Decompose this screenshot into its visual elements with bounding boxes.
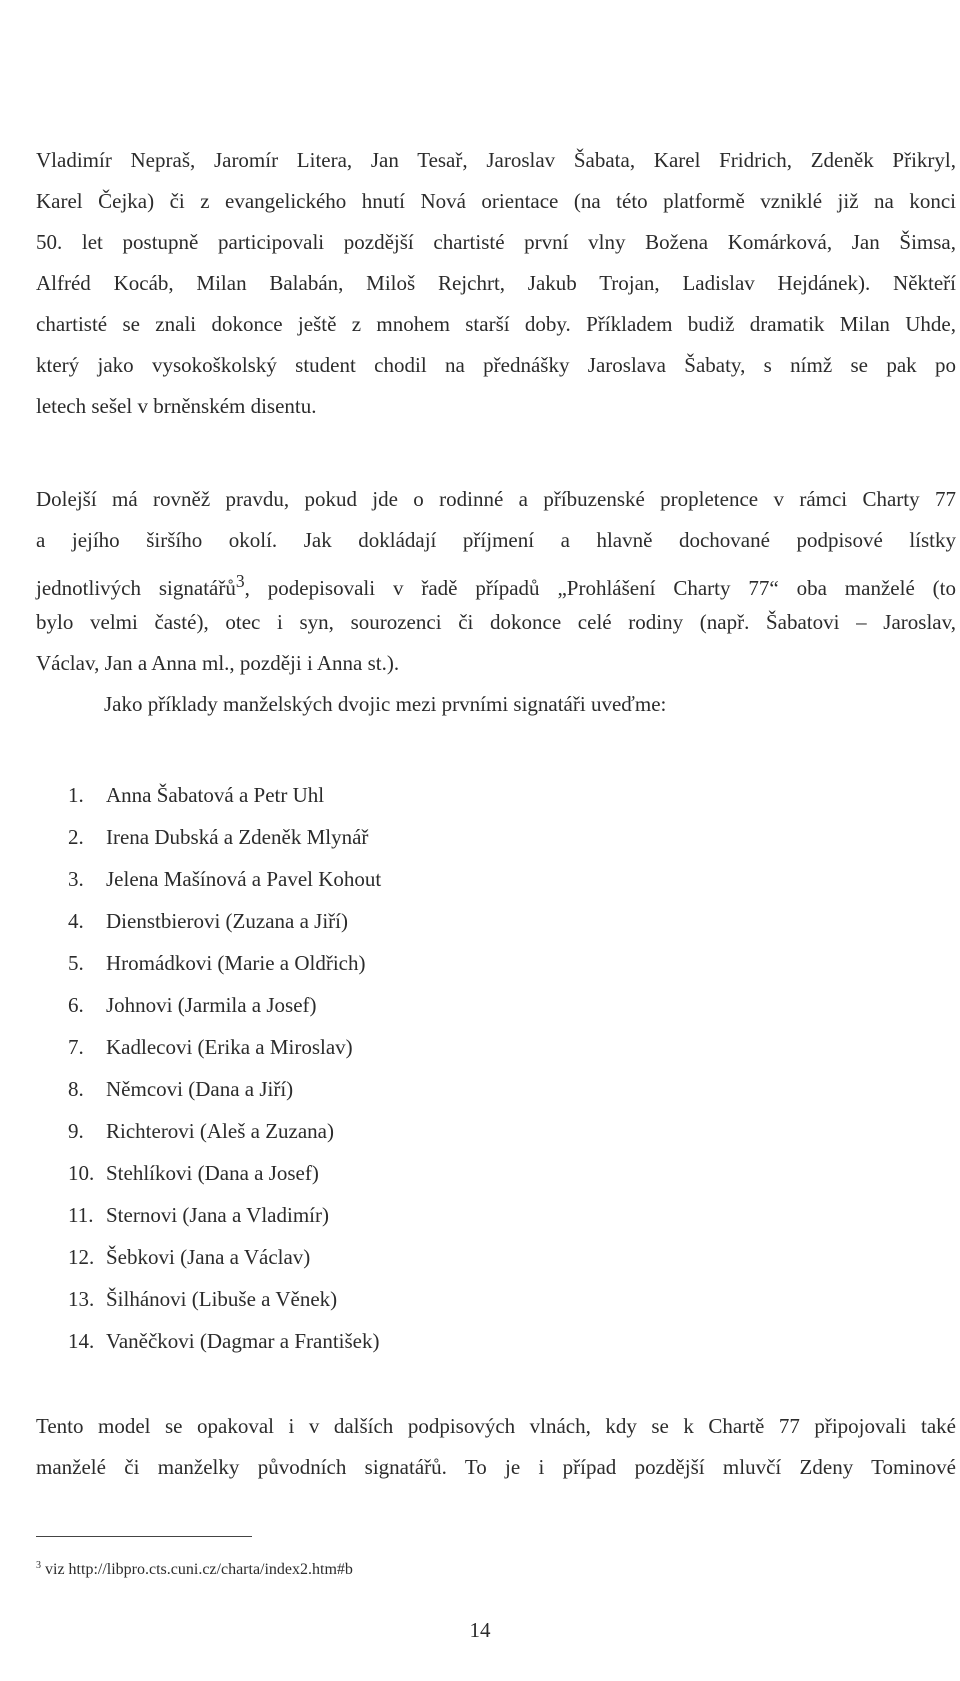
footnote-marker: 3 <box>36 1560 41 1571</box>
couples-list <box>68 774 381 1362</box>
paragraph-signatories-origins <box>36 140 956 427</box>
list-number: 11. <box>68 1203 94 1227</box>
list-text: Šilhánovi (Libuše a Věnek) <box>106 1287 338 1311</box>
text-line: Vladimír Nepraš, Jaromír Litera, Jan Tesař, Jaroslav Šabata, Karel Fridrich, Zdeněk Přikryl, <box>36 148 956 172</box>
list-text: Stehlíkovi (Dana a Josef) <box>106 1161 319 1185</box>
footnote <box>36 1556 353 1580</box>
text-line: Karel Čejka) či z evangelického hnutí Nová orientace (na této platformě vzniklé již na konci <box>36 189 956 213</box>
page-number: 14 <box>469 1618 491 1642</box>
list-text: Anna Šabatová a Petr Uhl <box>106 783 325 807</box>
list-item <box>68 774 381 816</box>
text-line: a jejího širšího okolí. Jak dokládají příjmení a hlavně dochované podpisové lístky <box>36 528 956 552</box>
list-text: Jelena Mašínová a Pavel Kohout <box>106 867 382 891</box>
text-line: manželé či manželky původních signatářů. To je i případ pozdější mluvčí Zdeny Tominové <box>36 1455 956 1479</box>
list-number: 2. <box>68 825 84 849</box>
list-item <box>68 1278 381 1320</box>
list-number: 14. <box>68 1329 95 1353</box>
list-item <box>68 1236 381 1278</box>
list-text: Richterovi (Aleš a Zuzana) <box>106 1119 334 1143</box>
list-number: 4. <box>68 909 84 933</box>
paragraph-family-ties <box>36 479 956 725</box>
text-line: který jako vysokoškolský student chodil na přednášky Jaroslava Šabaty, s nímž se pak po <box>36 353 956 377</box>
list-text: Vaněčkovi (Dagmar a František) <box>106 1329 380 1353</box>
list-item <box>68 1320 381 1362</box>
list-text: Sternovi (Jana a Vladimír) <box>106 1203 329 1227</box>
paragraph-later-waves <box>36 1406 956 1488</box>
list-item <box>68 816 381 858</box>
footnote-text[interactable]: viz http://libpro.cts.cuni.cz/charta/index2.htm#b <box>45 1561 353 1578</box>
list-item <box>68 858 381 900</box>
list-item <box>68 1026 381 1068</box>
text-line <box>36 561 956 602</box>
text-line: bylo velmi časté), otec i syn, sourozenci či dokonce celé rodiny (např. Šabatovi – Jaroslav, <box>36 610 956 634</box>
list-text: Němcovi (Dana a Jiří) <box>106 1077 294 1101</box>
list-number: 6. <box>68 993 84 1017</box>
text-fragment: , podepisovali v řadě případů „Prohlášení Charty 77“ oba manželé (to <box>244 576 956 600</box>
list-text: Hromádkovi (Marie a Oldřich) <box>106 951 366 975</box>
list-item <box>68 1194 381 1236</box>
text-line: Václav, Jan a Anna ml., později i Anna st.). <box>36 651 400 675</box>
list-item <box>68 1110 381 1152</box>
text-line: 50. let postupně participovali pozdější chartisté první vlny Božena Komárková, Jan Šimsa, <box>36 230 956 254</box>
footnote-reference[interactable]: 3 <box>235 571 245 591</box>
list-number: 12. <box>68 1245 95 1269</box>
text-line: Alfréd Kocáb, Milan Balabán, Miloš Rejchrt, Jakub Trojan, Ladislav Hejdánek). Někteří <box>36 271 956 295</box>
list-item <box>68 942 381 984</box>
text-fragment: jednotlivých signatářů <box>36 576 236 600</box>
list-number: 7. <box>68 1035 84 1059</box>
text-line: Tento model se opakoval i v dalších podpisových vlnách, kdy se k Chartě 77 připojovali také <box>36 1414 956 1438</box>
list-item <box>68 984 381 1026</box>
footnote-divider <box>36 1536 252 1537</box>
list-text: Kadlecovi (Erika a Miroslav) <box>106 1035 353 1059</box>
list-item <box>68 1068 381 1110</box>
text-line: Dolejší má rovněž pravdu, pokud jde o rodinné a příbuzenské propletence v rámci Charty 77 <box>36 487 956 511</box>
text-line: Jako příklady manželských dvojic mezi prvními signatáři uveďme: <box>104 692 667 716</box>
list-number: 1. <box>68 783 84 807</box>
list-number: 5. <box>68 951 84 975</box>
list-text: Dienstbierovi (Zuzana a Jiří) <box>106 909 348 933</box>
list-item <box>68 1152 381 1194</box>
list-number: 10. <box>68 1161 95 1185</box>
text-line: letech sešel v brněnském disentu. <box>36 394 317 418</box>
text-line: chartisté se znali dokonce ještě z mnohem starší doby. Příkladem budiž dramatik Milan Uhde, <box>36 312 956 336</box>
list-number: 9. <box>68 1119 84 1143</box>
list-text: Šebkovi (Jana a Václav) <box>106 1245 311 1269</box>
list-text: Johnovi (Jarmila a Josef) <box>106 993 317 1017</box>
list-number: 8. <box>68 1077 84 1101</box>
list-text: Irena Dubská a Zdeněk Mlynář <box>106 825 369 849</box>
list-number: 13. <box>68 1287 95 1311</box>
list-number: 3. <box>68 867 84 891</box>
list-item <box>68 900 381 942</box>
